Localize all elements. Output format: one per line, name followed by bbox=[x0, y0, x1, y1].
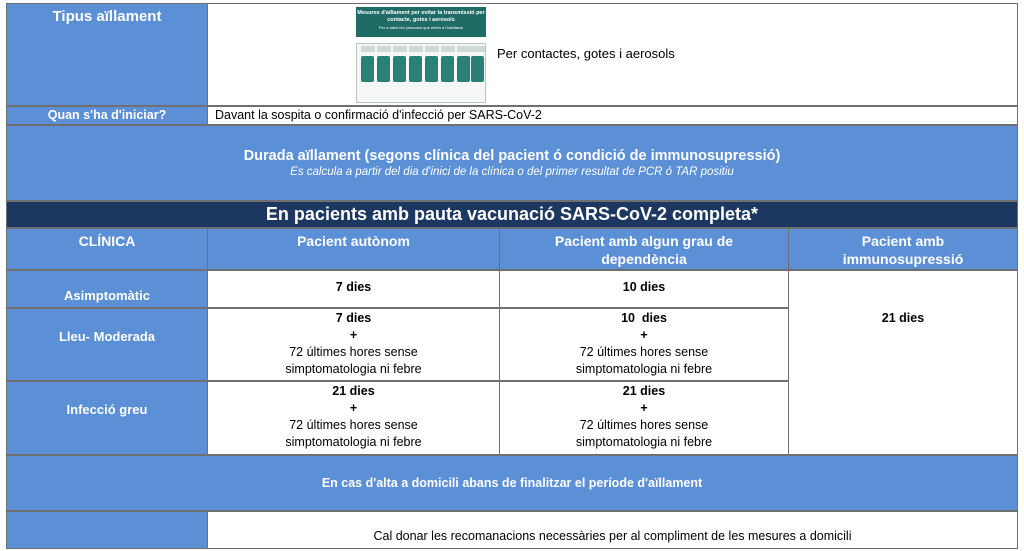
row-label-severe: Infecció greu bbox=[6, 381, 208, 455]
poster-pictograms bbox=[356, 43, 486, 103]
header-immuno-line2: immunosupressió bbox=[842, 251, 964, 267]
isolation-type-label: Tipus aïllament bbox=[6, 3, 208, 106]
pictogram-caption bbox=[441, 46, 455, 52]
isolation-type-row bbox=[6, 3, 1018, 106]
start-label: Quan s'ha d'iniciar? bbox=[6, 106, 208, 125]
dependencia-value bbox=[499, 270, 789, 308]
poster-title: Mesures d'aïllament per evitar la transmissió per contacte, gotes i aerosols bbox=[357, 10, 485, 23]
extra-line-2: simptomatologia ni febre bbox=[285, 435, 422, 449]
days-value: 7 dies bbox=[335, 280, 372, 294]
duration-subtitle: Es calcula a partir del dia d'inici de la clínica o del primer resultat de PCR ó TAR positiu bbox=[290, 166, 734, 178]
gloves-icon bbox=[425, 56, 438, 82]
header-autonom: Pacient autònom bbox=[207, 228, 500, 270]
discharge-label-empty bbox=[6, 511, 208, 549]
header-dependencia-line1: Pacient amb algun grau de bbox=[554, 233, 734, 249]
days-value: 7 dies bbox=[335, 311, 372, 325]
immuno-value: 21 dies bbox=[788, 270, 1018, 455]
autonom-value bbox=[207, 308, 500, 381]
pictogram-caption bbox=[457, 46, 471, 52]
isolation-type-text: Per contactes, gotes i aerosols bbox=[497, 46, 675, 61]
header-immuno bbox=[788, 228, 1018, 270]
pictogram-caption bbox=[471, 46, 485, 52]
discharge-row bbox=[6, 455, 1018, 511]
days-value: 21 dies bbox=[622, 384, 666, 398]
plus-sign: + bbox=[349, 328, 358, 342]
extra-line-2: simptomatologia ni febre bbox=[575, 435, 713, 449]
door-icon bbox=[457, 56, 470, 82]
plus-sign: + bbox=[640, 328, 648, 342]
header-dependencia bbox=[499, 228, 789, 270]
stethoscope-icon bbox=[441, 56, 454, 82]
row-label-asymptomatic: Asimptomàtic bbox=[6, 270, 208, 308]
isolation-poster-image bbox=[356, 7, 486, 103]
mask-icon bbox=[377, 56, 390, 82]
days-value: 10 dies bbox=[622, 280, 666, 294]
column-headers bbox=[6, 228, 1018, 270]
start-row bbox=[6, 106, 1018, 125]
waste-bin-icon bbox=[471, 56, 484, 82]
header-immuno-line1: Pacient amb bbox=[861, 233, 945, 249]
header-clinica: CLÍNICA bbox=[6, 228, 208, 270]
dependencia-value bbox=[499, 381, 789, 455]
pictogram-caption bbox=[425, 46, 439, 52]
autonom-value bbox=[207, 270, 500, 308]
duration-row bbox=[6, 125, 1018, 201]
hand-hygiene-icon bbox=[361, 56, 374, 82]
discharge-title: En cas d'alta a domicili abans de finalitzar el període d'aïllament bbox=[6, 455, 1018, 511]
poster-header bbox=[356, 7, 486, 37]
pictogram-caption bbox=[409, 46, 423, 52]
plus-sign: + bbox=[349, 401, 358, 415]
isolation-type-cell bbox=[207, 3, 1018, 106]
discharge-text: Cal donar les recomanacions necessàries per al compliment de les mesures a domicili bbox=[207, 511, 1018, 549]
autonom-value bbox=[207, 381, 500, 455]
dependencia-value bbox=[499, 308, 789, 381]
days-value: 10 dies bbox=[621, 311, 667, 325]
duration-cell bbox=[6, 125, 1018, 201]
eye-protection-icon bbox=[393, 56, 406, 82]
pictogram-caption bbox=[393, 46, 407, 52]
plus-sign: + bbox=[640, 401, 648, 415]
discharge-text-row bbox=[6, 511, 1018, 549]
extra-line-2: simptomatologia ni febre bbox=[285, 362, 422, 376]
extra-line-1: 72 últimes hores sense bbox=[579, 345, 709, 359]
pictogram-caption bbox=[361, 46, 375, 52]
section-title: En pacients amb pauta vacunació SARS-CoV-2 completa* bbox=[6, 201, 1018, 228]
pictogram-caption bbox=[377, 46, 391, 52]
header-dependencia-line2: dependència bbox=[601, 251, 687, 267]
extra-line-1: 72 últimes hores sense bbox=[579, 418, 709, 432]
section-title-row bbox=[6, 201, 1018, 228]
duration-title: Durada aïllament (segons clínica del pacient ó condició de immunosupressió) bbox=[243, 148, 781, 164]
extra-line-1: 72 últimes hores sense bbox=[289, 345, 418, 359]
extra-line-2: simptomatologia ni febre bbox=[575, 362, 713, 376]
extra-line-1: 72 últimes hores sense bbox=[289, 418, 418, 432]
row-label-mild-moderate: Lleu- Moderada bbox=[6, 308, 208, 381]
gown-icon bbox=[409, 56, 422, 82]
days-value: 21 dies bbox=[332, 384, 375, 398]
poster-subtitle: Per a totes les persones que entrin a l'habitació bbox=[378, 25, 464, 30]
start-text: Davant la sospita o confirmació d'infecció per SARS-CoV-2 bbox=[207, 106, 1018, 125]
